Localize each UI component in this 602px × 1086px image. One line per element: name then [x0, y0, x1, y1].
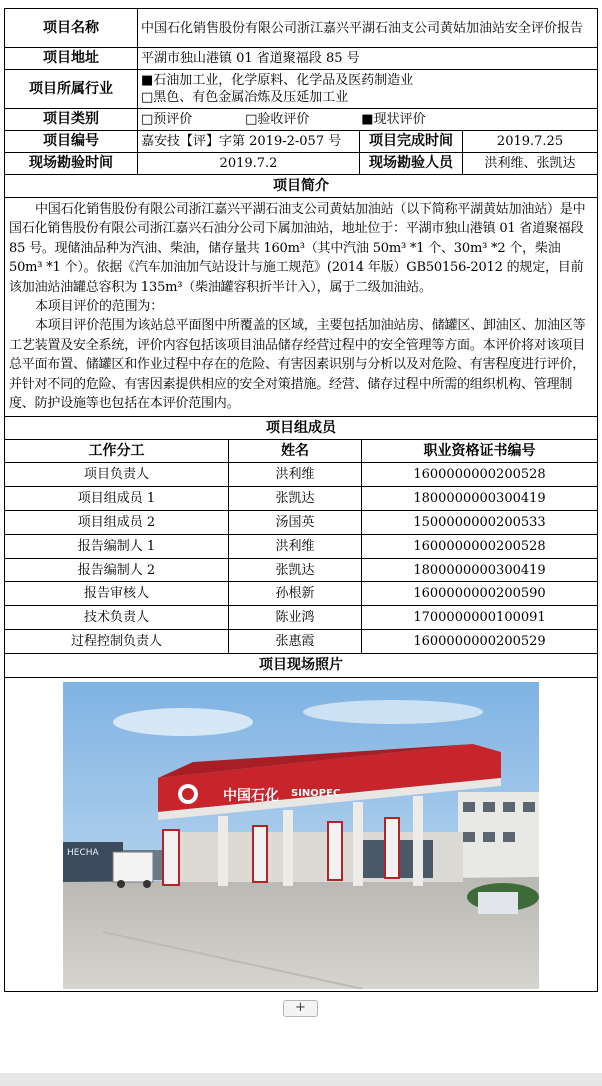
member-role: 项目组成员 2: [5, 511, 229, 535]
category-option-pre: □预评价: [141, 112, 193, 127]
member-cert: 1600000000200590: [362, 582, 598, 606]
member-name: 洪利维: [229, 534, 362, 558]
project-number: 嘉安技【评】字第 2019-2-057 号: [138, 131, 360, 153]
canopy-brand-cn: 中国石化: [223, 787, 280, 804]
project-name-label: 项目名称: [5, 9, 138, 48]
member-role: 报告编制人 1: [5, 534, 229, 558]
member-role: 报告编制人 2: [5, 558, 229, 582]
survey-time: 2019.7.2: [138, 153, 360, 175]
member-name: 张惠霞: [229, 630, 362, 654]
table-row: [5, 606, 598, 630]
member-role: 项目负责人: [5, 463, 229, 487]
category-option-status: ■现状评价: [361, 112, 426, 127]
members-col-name: 姓名: [229, 440, 362, 463]
member-cert: 1600000000200529: [362, 630, 598, 654]
category-option-acceptance: □验收评价: [245, 112, 310, 127]
photo-cell: [5, 677, 598, 991]
completion-label: 项目完成时间: [360, 131, 463, 153]
canopy-brand-en: SINOPEC: [291, 787, 341, 799]
project-address: 平湖市独山港镇 01 省道聚福段 85 号: [138, 48, 598, 70]
intro-heading: 项目简介: [5, 175, 598, 198]
member-name: 张凯达: [229, 487, 362, 511]
intro-paragraph-1: 中国石化销售股份有限公司浙江嘉兴平湖石油支公司黄姑加油站（以下简称平湖黄姑加油站）是中国石化销售股份有限公司浙江嘉兴石油分公司下属加油站，地址位于：平湖市独山港镇 01 省道聚福段 85 号。现储油品种为汽油、柴油，储存量共 160m³（其中汽油 50m³ *1 个、30m³ *2 个，柴油 50m³ *1 个）。依据《汽车加油加气站设计与施工规范》(2014 年版）GB50156-2012 的规定，目前该加油站油罐总容积为 135m³（柴油罐容积折半计入），属于二级加油站。: [9, 202, 586, 295]
project-address-label: 项目地址: [5, 48, 138, 70]
survey-people: 洪利维、张凯达: [463, 153, 598, 175]
table-row: [5, 630, 598, 654]
photo-heading: 项目现场照片: [5, 653, 598, 677]
info-table: [4, 8, 598, 417]
site-photo: [63, 682, 539, 989]
fuel-pump: [328, 822, 342, 880]
table-row: [5, 534, 598, 558]
member-role: 项目组成员 1: [5, 487, 229, 511]
project-name: 中国石化销售股份有限公司浙江嘉兴平湖石油支公司黄姑加油站安全评价报告: [138, 9, 598, 48]
member-cert: 1800000000300419: [362, 558, 598, 582]
site-photo-drawing: [63, 682, 539, 989]
member-cert: 1600000000200528: [362, 534, 598, 558]
table-row: [5, 558, 598, 582]
bottom-bar: [0, 1073, 602, 1086]
table-row: [5, 487, 598, 511]
project-number-label: 项目编号: [5, 131, 138, 153]
survey-time-label: 现场勘验时间: [5, 153, 138, 175]
add-row-button[interactable]: +: [283, 1000, 318, 1017]
member-name: 张凯达: [229, 558, 362, 582]
members-table: [4, 416, 598, 991]
industry-label: 项目所属行业: [5, 70, 138, 109]
member-cert: 1800000000300419: [362, 487, 598, 511]
member-cert: 1600000000200528: [362, 463, 598, 487]
intro-body: [5, 198, 598, 417]
members-heading: 项目组成员: [5, 417, 598, 440]
member-role: 过程控制负责人: [5, 630, 229, 654]
industry-option-metal: □黑色、有色金属冶炼及压延加工业: [141, 90, 349, 105]
fuel-pump: [253, 826, 267, 882]
fuel-pump: [385, 818, 399, 878]
warehouse-sign: HECHA: [67, 847, 99, 858]
fuel-pump: [163, 830, 179, 885]
members-col-role: 工作分工: [5, 440, 229, 463]
completion-date: 2019.7.25: [463, 131, 598, 153]
member-name: 汤国英: [229, 511, 362, 535]
member-role: 技术负责人: [5, 606, 229, 630]
table-row: [5, 511, 598, 535]
member-name: 陈业鸿: [229, 606, 362, 630]
industry-options: [138, 70, 598, 109]
member-name: 洪利维: [229, 463, 362, 487]
table-row: [5, 582, 598, 606]
document: [4, 8, 597, 992]
survey-people-label: 现场勘验人员: [360, 153, 463, 175]
table-row: [5, 463, 598, 487]
truck: [113, 852, 153, 882]
intro-paragraph-3: 本项目评价范围为该站总平面图中所覆盖的区域，主要包括加油站房、储罐区、卸油区、加油区等工艺装置及安全系统，评价内容包括该项目油品储存经营过程中的安全管理等方面。本评价将对该项目总平面布置、储罐区和作业过程中存在的危险、有害因素识别与分析以及对危险、有害程度进行评价，并针对不同的危险、有害因素提供相应的安全对策措施。经营、储存过程中所需的组织机构、管理制度、防护设施等也包括在本评价范围内。: [9, 318, 586, 412]
category-label: 项目类别: [5, 109, 138, 131]
category-options: [138, 109, 598, 131]
industry-option-petrochem: ■石油加工业，化学原料、化学品及医药制造业: [141, 73, 414, 88]
member-name: 孙根新: [229, 582, 362, 606]
member-cert: 1700000000100091: [362, 606, 598, 630]
members-col-cert: 职业资格证书编号: [362, 440, 598, 463]
member-cert: 1500000000200533: [362, 511, 598, 535]
member-role: 报告审核人: [5, 582, 229, 606]
intro-paragraph-2: 本项目评价的范围为：: [35, 299, 164, 315]
